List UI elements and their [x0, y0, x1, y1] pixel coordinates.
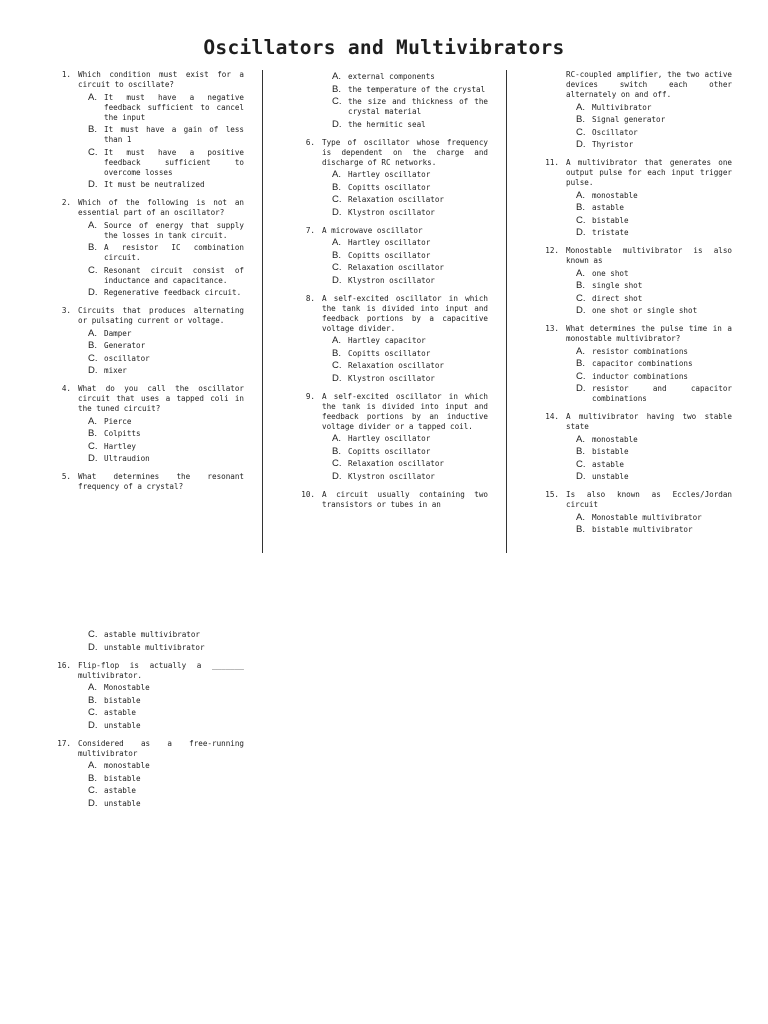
answer-option [322, 349, 488, 359]
question-text: A multivibrator having two stable state [566, 412, 732, 431]
answer-option [322, 472, 488, 482]
option-text: astable [592, 203, 625, 212]
column-1 [54, 70, 244, 492]
answer-option [78, 761, 244, 771]
answer-option [322, 434, 488, 444]
question-number: 8. [305, 293, 315, 303]
option-letter: A. [88, 91, 97, 103]
option-letter: A. [332, 169, 341, 180]
answer-option [298, 120, 488, 130]
question-item [54, 630, 244, 653]
option-text: Klystron oscillator [348, 275, 435, 285]
question-text: Circuits that produces alternating or pulsating current or voltage. [78, 306, 244, 325]
question-item [542, 324, 732, 404]
option-letter: D. [88, 287, 98, 298]
option-text: Regenerative feedback circuit. [104, 288, 242, 297]
answer-option [566, 372, 732, 382]
answer-option [566, 191, 732, 201]
option-letter: A. [576, 511, 585, 523]
answer-option [322, 336, 488, 346]
option-text: bistable multivibrator [592, 525, 693, 534]
answer-option [78, 125, 244, 145]
option-text: It must be neutralized [104, 180, 205, 189]
answer-option [78, 341, 244, 351]
question-item [54, 384, 244, 464]
option-text: Signal generator [592, 115, 666, 124]
question-text: RC-coupled amplifier, the two active devices switch each other alternately on and off. [566, 70, 732, 99]
answer-option [78, 708, 244, 718]
answer-option [566, 447, 732, 457]
answer-option [322, 183, 488, 193]
column-4 [54, 630, 244, 809]
option-text: Damper [104, 328, 132, 338]
option-letter: C. [576, 458, 586, 470]
option-letter: B. [576, 114, 585, 125]
option-letter: B. [576, 446, 585, 457]
option-text: astable [592, 459, 625, 469]
option-letter: D. [332, 470, 342, 482]
answer-option [566, 294, 732, 304]
option-letter: A. [332, 71, 341, 82]
option-text: Pierce [104, 416, 132, 426]
answer-option [322, 238, 488, 248]
option-text: one shot or single shot [592, 306, 698, 315]
option-letter: D. [88, 797, 98, 809]
option-text: Hartley oscillator [348, 170, 431, 179]
answer-option [78, 799, 244, 809]
page-title: Oscillators and Multivibrators [203, 36, 565, 59]
answer-option [78, 366, 244, 376]
answer-option [54, 643, 244, 653]
question-item [542, 412, 732, 482]
option-text: bistable [104, 773, 141, 783]
question-number: 16. [57, 660, 71, 670]
question-number: 15. [545, 490, 559, 499]
answer-option [322, 208, 488, 218]
question-text: Is also known as Eccles/Jordan circuit [566, 490, 732, 509]
answer-option [566, 513, 732, 523]
question-text: Which of the following is not an essential part of an oscillator? [78, 198, 244, 217]
answer-option [322, 459, 488, 469]
option-letter: B. [88, 694, 97, 706]
option-text: Ultraudion [104, 454, 150, 463]
question-item [542, 246, 732, 316]
answer-option [322, 251, 488, 261]
answer-option [322, 447, 488, 457]
option-letter: C. [332, 458, 342, 469]
option-letter: C. [88, 440, 98, 452]
answer-option [78, 221, 244, 241]
option-letter: A. [576, 345, 585, 357]
option-text: Copitts oscillator [348, 348, 431, 358]
option-letter: D. [576, 383, 586, 394]
question-item [298, 72, 488, 130]
option-text: Thyristor [592, 140, 634, 149]
option-text: mixer [104, 366, 127, 375]
question-item [54, 70, 244, 190]
option-letter: C. [88, 146, 98, 158]
answer-option [78, 442, 244, 452]
option-letter: B. [332, 347, 341, 359]
option-text: direct shot [592, 293, 643, 303]
option-letter: B. [576, 358, 585, 369]
option-text: Resonant circuit consist of inductance and capacitance. [104, 265, 244, 285]
question-item [542, 158, 732, 238]
option-letter: A. [332, 335, 341, 346]
option-text: Relaxation oscillator [348, 459, 445, 468]
question-number: 2. [61, 198, 71, 207]
question-number: 3. [61, 306, 71, 315]
option-letter: D. [576, 139, 586, 150]
answer-option [78, 148, 244, 178]
option-text: tristate [592, 228, 629, 237]
answer-option [298, 72, 488, 82]
option-letter: B. [332, 83, 341, 95]
option-text: Colpitts [104, 429, 141, 438]
option-letter: D. [332, 206, 342, 218]
option-letter: D. [88, 365, 98, 376]
answer-option [322, 374, 488, 384]
option-text: Copitts oscillator [348, 182, 431, 192]
answer-option [78, 180, 244, 190]
question-item [54, 472, 244, 492]
option-text: It must have a negative feedback sufficient to cancel the input [104, 92, 244, 122]
question-number: 13. [545, 324, 559, 333]
option-text: Relaxation oscillator [348, 361, 445, 370]
answer-option [298, 97, 488, 117]
answer-option [566, 525, 732, 535]
question-item [542, 490, 732, 535]
answer-option [78, 93, 244, 123]
answer-option [78, 429, 244, 439]
question-number: 7. [305, 225, 315, 235]
option-text: unstable multivibrator [104, 642, 205, 652]
answer-option [566, 281, 732, 291]
option-text: unstable [104, 798, 141, 808]
answer-option [566, 435, 732, 445]
option-text: oscillator [104, 353, 150, 363]
option-text: astable [104, 786, 137, 795]
question-text: A multivibrator that generates one output pulse for each input trigger pulse. [566, 158, 732, 187]
question-number: 6. [305, 137, 315, 147]
option-letter: C. [576, 214, 586, 226]
option-letter: C. [576, 292, 586, 304]
option-letter: B. [332, 445, 341, 457]
question-number: 9. [305, 391, 315, 401]
option-letter: B. [88, 242, 97, 253]
option-letter: C. [88, 785, 98, 796]
option-letter: C. [332, 262, 342, 273]
answer-option [78, 329, 244, 339]
option-text: Klystron oscillator [348, 373, 435, 383]
answer-option [78, 683, 244, 693]
option-text: Multivibrator [592, 102, 652, 112]
question-item [298, 490, 488, 510]
option-letter: C. [88, 629, 98, 640]
option-text: one shot [592, 268, 629, 278]
option-text: Relaxation oscillator [348, 263, 445, 272]
option-letter: B. [88, 772, 97, 784]
option-text: astable [104, 708, 137, 717]
option-letter: D. [332, 274, 342, 286]
option-letter: D. [576, 305, 586, 316]
option-letter: D. [88, 641, 98, 653]
option-letter: A. [88, 415, 97, 427]
option-letter: B. [576, 524, 585, 535]
question-text: What determines the resonant frequency of a crystal? [78, 472, 244, 491]
answer-option [566, 128, 732, 138]
option-text: Hartley [104, 441, 137, 451]
question-item [542, 70, 732, 150]
answer-option [566, 203, 732, 213]
option-text: unstable [592, 472, 629, 481]
option-text: Hartley capacitor [348, 336, 426, 345]
question-text: A circuit usually containing two transistors or tubes in an [322, 489, 488, 509]
answer-option [78, 417, 244, 427]
question-number: 10. [301, 489, 315, 499]
answer-option [566, 269, 732, 279]
option-letter: D. [88, 179, 98, 190]
option-letter: A. [576, 101, 585, 113]
question-text: A self-excited oscillator in which the tank is divided into input and feedback portions by an inductive voltage divider or a tapped coil. [322, 391, 488, 431]
question-text: A microwave oscillator [322, 225, 423, 235]
answer-option [322, 195, 488, 205]
question-item [298, 138, 488, 218]
option-letter: D. [88, 453, 98, 464]
answer-option [54, 630, 244, 640]
question-number: 12. [545, 246, 559, 255]
answer-option [566, 140, 732, 150]
question-text: Type of oscillator whose frequency is dependent on the charge and discharge of RC networks. [322, 137, 488, 167]
option-text: Monostable multivibrator [592, 512, 702, 522]
column-3 [542, 70, 732, 535]
option-letter: C. [332, 360, 342, 371]
option-letter: C. [88, 264, 98, 276]
question-number: 14. [545, 412, 559, 421]
answer-option [78, 266, 244, 286]
answer-option [78, 288, 244, 298]
option-letter: A. [576, 433, 585, 445]
option-letter: B. [332, 181, 341, 193]
option-text: Hartley oscillator [348, 434, 431, 443]
option-letter: A. [88, 327, 97, 339]
question-item [54, 306, 244, 376]
option-text: the temperature of the crystal [348, 84, 486, 94]
option-letter: A. [88, 760, 97, 771]
option-letter: B. [88, 428, 97, 439]
option-text: external components [348, 72, 435, 81]
option-letter: A. [576, 189, 585, 201]
option-text: Monostable [104, 683, 150, 692]
option-text: monostable [592, 434, 638, 444]
option-text: resistor and capacitor combinations [592, 384, 732, 403]
question-text: Flip-flop is actually a _______ multivibrator. [78, 660, 244, 680]
answer-option [78, 774, 244, 784]
answer-option [78, 786, 244, 796]
option-letter: B. [576, 280, 585, 291]
option-letter: D. [576, 227, 586, 238]
option-text: the size and thickness of the crystal material [348, 97, 488, 116]
question-item [298, 226, 488, 286]
answer-option [566, 228, 732, 238]
question-text: A self-excited oscillator in which the tank is divided into input and feedback portions by a capacitive voltage divider. [322, 293, 488, 333]
option-text: Relaxation oscillator [348, 195, 445, 204]
answer-option [566, 472, 732, 482]
option-text: astable multivibrator [104, 630, 201, 639]
option-letter: C. [576, 126, 586, 138]
question-item [54, 739, 244, 809]
question-item [54, 198, 244, 298]
question-item [298, 392, 488, 482]
option-letter: C. [332, 194, 342, 205]
option-letter: C. [88, 352, 98, 364]
answer-option [298, 85, 488, 95]
answer-option [566, 384, 732, 404]
option-letter: A. [332, 237, 341, 248]
option-letter: B. [88, 340, 97, 351]
option-letter: C. [576, 370, 586, 382]
option-text: resistor combinations [592, 346, 689, 356]
option-letter: D. [576, 471, 586, 482]
option-text: Copitts oscillator [348, 250, 431, 260]
answer-option [566, 103, 732, 113]
question-item [54, 661, 244, 731]
option-text: It must have a positive feedback sufficient to overcome losses [104, 147, 244, 177]
answer-option [78, 696, 244, 706]
option-text: Oscillator [592, 127, 638, 137]
answer-option [78, 454, 244, 464]
question-text: Considered as a free-running multivibrator [78, 738, 244, 758]
question-number: 17. [57, 738, 71, 748]
option-text: bistable [592, 215, 629, 225]
option-text: unstable [104, 720, 141, 730]
question-text: Monostable multivibrator is also known as [566, 246, 732, 265]
option-letter: B. [576, 202, 585, 213]
answer-option [322, 361, 488, 371]
option-text: Copitts oscillator [348, 446, 431, 456]
answer-option [566, 306, 732, 316]
option-letter: D. [332, 118, 342, 130]
answer-option [322, 276, 488, 286]
option-text: capacitor combinations [592, 359, 693, 368]
answer-option [566, 115, 732, 125]
question-text: What determines the pulse time in a monostable multivibrator? [566, 324, 732, 343]
column-divider [262, 70, 263, 553]
column-2 [298, 72, 488, 510]
option-text: single shot [592, 281, 643, 290]
question-number: 4. [61, 384, 71, 393]
option-letter: A. [576, 267, 585, 279]
answer-option [322, 263, 488, 273]
option-text: inductor combinations [592, 371, 689, 381]
answer-option [566, 216, 732, 226]
option-text: Source of energy that supply the losses in tank circuit. [104, 220, 244, 240]
option-text: It must have a gain of less than 1 [104, 125, 244, 144]
option-letter: A. [332, 433, 341, 444]
option-text: Klystron oscillator [348, 207, 435, 217]
option-text: bistable [104, 695, 141, 705]
option-letter: C. [88, 707, 98, 718]
answer-option [566, 460, 732, 470]
option-text: the hermitic seal [348, 119, 426, 129]
option-text: Generator [104, 341, 146, 350]
option-letter: B. [332, 249, 341, 261]
option-text: monostable [104, 761, 150, 770]
column-divider [506, 70, 507, 553]
option-letter: D. [88, 719, 98, 731]
question-number: 11. [545, 158, 559, 167]
answer-option [566, 359, 732, 369]
answer-option [322, 170, 488, 180]
answer-option [566, 347, 732, 357]
question-item [298, 294, 488, 384]
option-letter: A. [88, 219, 97, 231]
question-number: 5. [61, 472, 71, 481]
answer-option [78, 721, 244, 731]
option-text: Klystron oscillator [348, 471, 435, 481]
option-letter: A. [88, 682, 97, 693]
answer-option [78, 243, 244, 263]
option-text: A resistor IC combination circuit. [104, 243, 244, 262]
question-text: What do you call the oscillator circuit that uses a tapped coli in the tuned circuit? [78, 384, 244, 413]
option-letter: D. [332, 372, 342, 384]
answer-option [78, 354, 244, 364]
question-number: 1. [61, 70, 71, 79]
option-text: monostable [592, 190, 638, 200]
option-letter: C. [332, 96, 342, 107]
question-text: Which condition must exist for a circuit to oscillate? [78, 70, 244, 89]
option-letter: B. [88, 124, 97, 135]
option-text: Hartley oscillator [348, 238, 431, 247]
option-text: bistable [592, 447, 629, 456]
